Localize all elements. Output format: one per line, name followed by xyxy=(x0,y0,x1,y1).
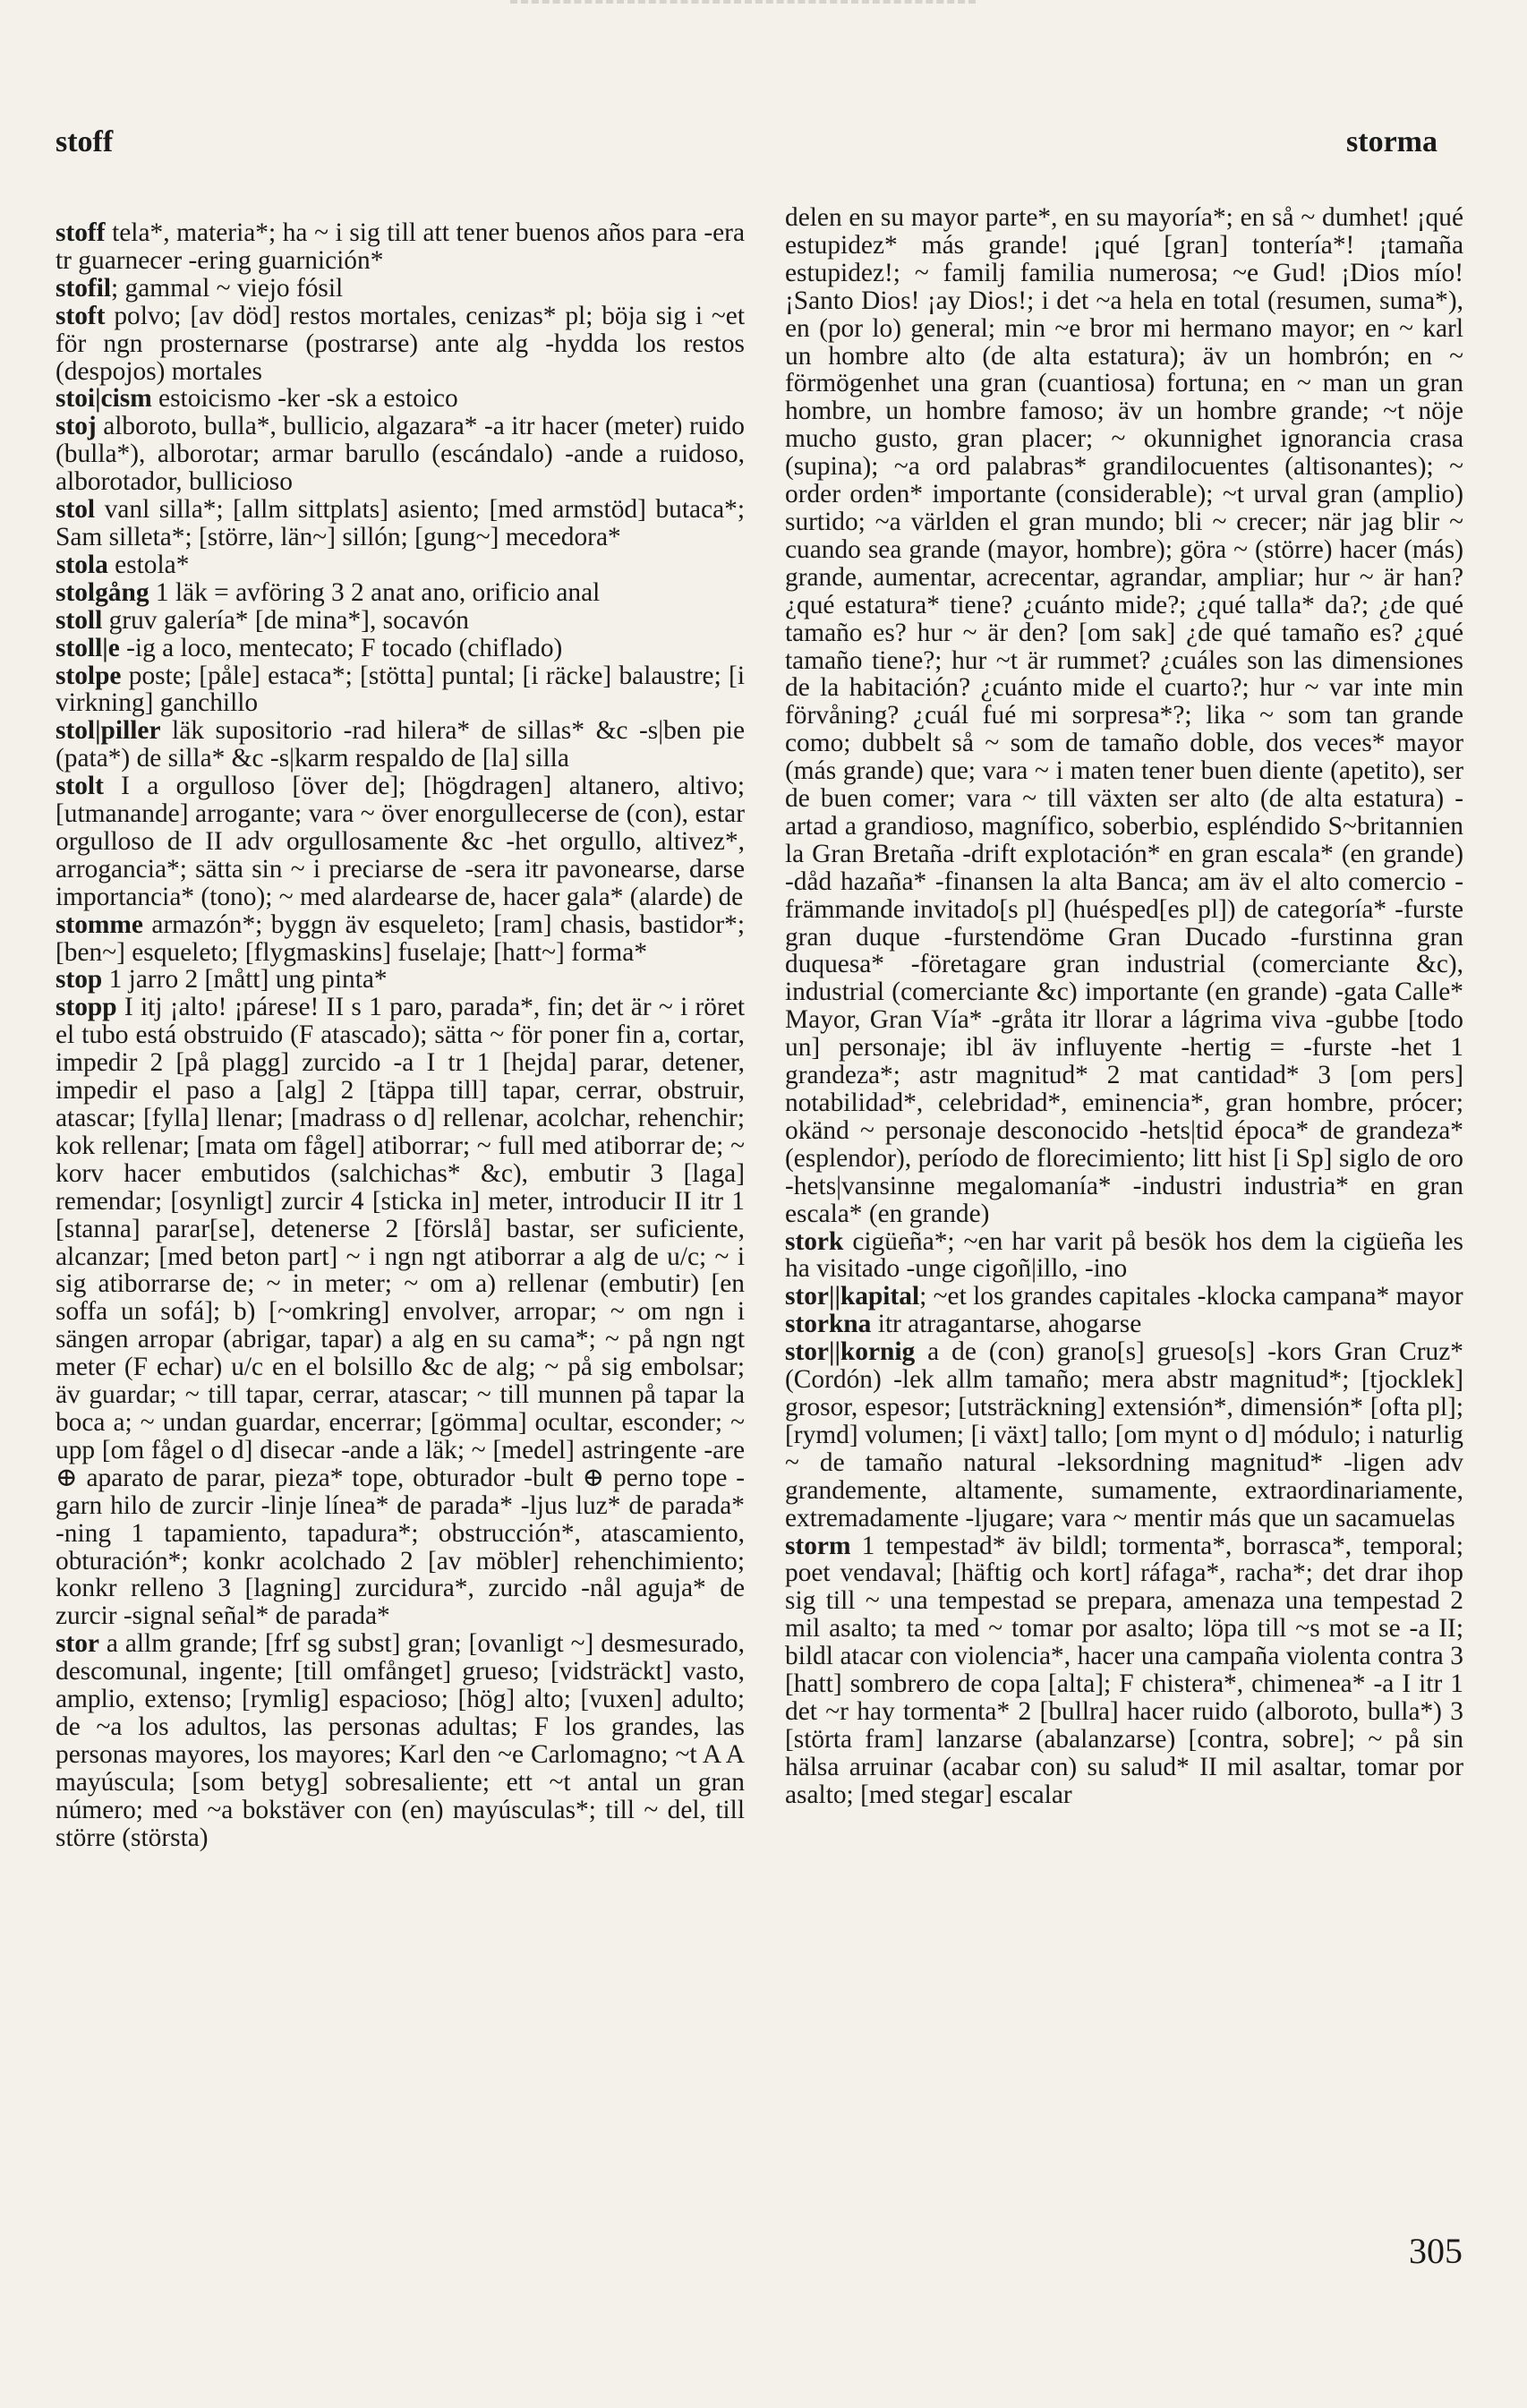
page-number: 305 xyxy=(1409,2231,1463,2271)
dictionary-entry xyxy=(55,219,745,275)
headword: stoi|cism xyxy=(55,384,152,414)
headword: stop xyxy=(55,965,103,995)
headword: stor xyxy=(55,1629,99,1659)
dictionary-entry xyxy=(55,1630,745,1851)
headword: stoll|e xyxy=(55,633,120,662)
headword: stor||kapital xyxy=(785,1282,920,1311)
dictionary-entry xyxy=(785,1533,1463,1809)
dictionary-entry xyxy=(785,1228,1463,1284)
dictionary-entry xyxy=(55,911,745,967)
headword: stol xyxy=(55,495,96,525)
headword: stopp xyxy=(55,993,117,1022)
headword: storm xyxy=(785,1531,851,1560)
headword: storkna xyxy=(785,1310,872,1339)
dictionary-entry xyxy=(55,551,745,579)
dictionary-entry xyxy=(55,303,745,386)
headword: stol|piller xyxy=(55,716,161,746)
right-column xyxy=(785,204,1463,1809)
dictionary-entry xyxy=(785,1311,1463,1338)
entry-definition: estoicismo -ker -sk a estoico xyxy=(151,384,458,414)
left-column xyxy=(55,219,745,1851)
dictionary-entry xyxy=(55,966,745,994)
entry-definition: poste; [påle] estaca*; [stötta] puntal; [i räcke] balaustre; [i virkning] ganchillo xyxy=(55,661,745,718)
dictionary-entry xyxy=(55,275,745,303)
dictionary-entry xyxy=(55,496,745,551)
headword: stolpe xyxy=(55,661,122,690)
entry-definition: alboroto, bulla*, bullicio, algazara* -a itr hacer (meter) ruido (bulla*), alborotar; armar barullo (escándalo) -ande a ruidoso, alborotador, bullicioso xyxy=(55,412,745,497)
guide-word-left: stoff xyxy=(55,125,114,158)
entry-definition: polvo; [av död] restos mortales, cenizas* pl; böja sig i ~et för ngn prosternarse (postrarse) ante alg -hydda los restos (despojos) mortales xyxy=(55,301,745,386)
headword: stofil xyxy=(55,273,112,303)
entry-definition: gruv galería* [de mina*], socavón xyxy=(102,605,469,635)
headword: stor||kornig xyxy=(785,1337,916,1367)
entry-definition: I a orgulloso [över de]; [högdragen] altanero, altivo; [utmanande] arrogante; vara ~ över enorgullecerse de (con), estar orgulloso de II adv orgullosamente &c -het orgullo, altivez*, arrogancia*; sätta sin ~ i preciarse de -sera itr pavonearse, darse importancia* (tono); ~ med alardearse de, hacer gala* (alarde) de xyxy=(55,772,745,911)
headword: stomme xyxy=(55,909,143,939)
top-edge-marks xyxy=(510,0,976,14)
headword: stork xyxy=(785,1226,844,1256)
entry-definition: ; ~et los grandes capitales -klocka campana* mayor xyxy=(919,1282,1463,1311)
dictionary-entry xyxy=(55,717,745,773)
headword: stola xyxy=(55,550,108,579)
dictionary-entry xyxy=(55,385,745,413)
entry-definition: I itj ¡alto! ¡párese! II s 1 paro, parada*, fin; det är ~ i röret el tubo está obstruido (F atascado); sätta ~ för poner fin a, cortar, impedir 2 [på plagg] zurcido -a I tr 1 [hejda] parar, detener, impedir el paso a [alg] 2 [täppa till] tapar, cerrar, obstruir, atascar; [fylla] llenar; [madrass o d] rellenar, acolchar, rehenchir; kok rellenar; [mata om fågel] atiborrar; ~ full med atiborrar de; ~ korv hacer embutidos (salchichas* &c), embutir 3 [laga] remendar; [osynligt] zurcir 4 [sticka in] meter, introducir II itr 1 [stanna] parar[se], detenerse 2 [förslå] bastar, ser suficiente, alcanzar; [med beton part] ~ i ngn ngt atiborrar a alg de u/c; ~ i sig atiborrarse de; ~ in meter; ~ om a) rellenar (embutir) [en soffa un sofá]; b) [~omkring] envolver, arropar; ~ om ngn i sängen arropar (abrigar, tapar) a alg en su cama*; ~ på ngn ngt meter (F echar) u/c en el bolsillo &c de alg; ~ på sig embolsar; äv guardar; ~ till tapar, cerrar, atascar; ~ till munnen på tapar la boca a; ~ undan guardar, encerrar; [gömma] ocultar, esconder; ~ upp [om fågel o d] disecar -ande a läk; ~ [medel] astringente -are ⊕ aparato de parar, pieza* tope, obturador -bult ⊕ perno tope -garn hilo de zurcir -linje línea* de parada* -ljus luz* de parada* -ning 1 tapamiento, tapadura*; obstrucción*, atascamiento, obturación*; konkr acolchado 2 [av möbler] rehenchimiento; konkr relleno 3 [lagning] zurcidura*, zurcido -nål aguja* de zurcir -signal señal* de parada* xyxy=(55,993,745,1631)
dictionary-entry xyxy=(785,1283,1463,1311)
headword: stoff xyxy=(55,218,106,247)
entry-definition: a allm grande; [frf sg subst] gran; [ovanligt ~] desmesurado, descomunal, ingente; [till omfånget] grueso; [vidsträckt] vasto, amplio, extenso; [rymlig] espacioso; [hög] alto; [vuxen] adulto; de ~a los adultos, las personas adultas; F los grandes, las personas mayores, los mayores; Karl den ~e Carlomagno; ~t A A mayúscula; [som betyg] sobresaliente; ett ~t antal un gran número; med ~a bokstäver con (en) mayúsculas*; till ~ del, till större (största) xyxy=(55,1629,745,1852)
entry-definition: tela*, materia*; ha ~ i sig till att tener buenos años para -era tr guarnecer -ering guarnición* xyxy=(55,218,745,275)
headword: stoll xyxy=(55,605,103,635)
entry-definition: 1 jarro 2 [mått] ung pinta* xyxy=(102,965,388,995)
headword: stolgång xyxy=(55,577,149,607)
dictionary-entry xyxy=(55,579,745,607)
entry-definition: a de (con) grano[s] grueso[s] -kors Gran Cruz* (Cordón) -lek allm tamaño; mera abstr magnitud*; [tjocklek] grosor, espesor; [utsträckning] extensión*, dimensión* [ofta pl]; [rymd] volumen; [i växt] tallo; [om mynt o d] módulo; i naturlig ~ de tamaño natural -leksordning magnitud* -ligen adv grandemente, altamente, sumamente, extraordinariamente, extremadamente -ljugare; vara ~ mentir más que un sacamuelas xyxy=(785,1337,1463,1533)
dictionary-entry xyxy=(55,413,745,496)
headword: stoj xyxy=(55,412,97,441)
headword: stolt xyxy=(55,772,104,801)
headword: stoft xyxy=(55,301,106,330)
entry-definition: ; gammal ~ viejo fósil xyxy=(111,273,344,303)
dictionary-entry xyxy=(55,607,745,635)
guide-word-right: storma xyxy=(1346,125,1437,158)
entry-definition: 1 tempestad* äv bildl; tormenta*, borrasca*, temporal; poet vendaval; [häftig och kort] ráfaga*, racha*; det drar ihop sig till ~ una tempestad se prepara, amenaza una tempestad 2 mil asalto; ta med ~ tomar por asalto; löpa till ~s mot se -a II; bildl atacar con violencia*, hacer una campaña violenta contra 3 [hatt] sombrero de copa [alta]; F chistera*, chimenea* -a I itr 1 det ~r hay tormenta* 2 [bullra] hacer ruido (alboroto, bulla*) 3 [störta fram] lanzarse (abalanzarse) [contra, sobre]; ~ på sin hälsa arruinar (acabar con) su salud* II mil asaltar, tomar por asalto; [med stegar] escalar xyxy=(785,1531,1463,1809)
entry-definition: armazón*; byggn äv esqueleto; [ram] chasis, bastidor*; [ben~] esqueleto; [flygmaskins] fuselaje; [hatt~] forma* xyxy=(55,909,745,967)
entry-definition: -ig a loco, mentecato; F tocado (chiflado) xyxy=(119,633,563,662)
entry-definition: cigüeña*; ~en har varit på besök hos dem la cigüeña les ha visitado -unge cigoñ|illo, -ino xyxy=(785,1226,1463,1284)
entry-definition: läk supositorio -rad hilera* de sillas* &c -s|ben pie (pata*) de silla* &c -s|karm respaldo de [la] silla xyxy=(55,716,745,773)
dictionary-entry xyxy=(785,204,1463,1228)
dictionary-entry xyxy=(55,662,745,718)
entry-definition: vanl silla*; [allm sittplats] asiento; [med armstöd] butaca*; Sam silleta*; [större, län~] sillón; [gung~] mecedora* xyxy=(55,495,745,551)
dictionary-entry xyxy=(55,994,745,1630)
entry-definition: itr atragantarse, ahogarse xyxy=(871,1310,1142,1339)
dictionary-entry xyxy=(785,1338,1463,1532)
entry-definition: 1 läk = avföring 3 2 anat ano, orificio anal xyxy=(149,577,601,607)
entry-definition: estola* xyxy=(107,550,190,579)
dictionary-entry xyxy=(55,773,745,911)
dictionary-entry xyxy=(55,635,745,662)
entry-definition: delen en su mayor parte*, en su mayoría*; en så ~ dumhet! ¡qué estupidez* más grande! ¡qué [gran] tontería*! ¡tamaña estupidez!; ~ familj familia numerosa; ~e Gud! ¡Dios mío! ¡Santo Dios! ¡ay Dios!; i det ~a hela en total (resumen, suma*), en (por lo) general; min ~e bror mi hermano mayor; en ~ karl un hombre alto (de alta estatura); äv un hombrón; en ~ förmögenhet una gran (cuantiosa) fortuna; en ~ man un gran hombre, un hombre famoso; äv un hombre grande; ~t nöje mucho gusto, gran placer; ~ okunnighet ignorancia crasa (supina); ~a ord palabras* grandilocuentes (altisonantes); ~ order orden* importante (considerable); ~t urval gran (amplio) surtido; ~a världen el gran mundo; bli ~ crecer; när jag blir ~ cuando sea grande (mayor, hombre); göra ~ (större) hacer (más) grande, aumentar, acrecentar, agrandar, ampliar; hur ~ är han? ¿qué estatura* tiene? ¿cuánto mide?; ¿qué talla* da?; ¿de qué tamaño es? hur ~ är den? [om sak] ¿de qué tamaño es? ¿qué tamaño tiene?; hur ~t är rummet? ¿cuáles son las dimensiones de la habitación? ¿cuánto mide el cuarto?; hur ~ var inte min förvåning? ¿cuál fué mi sorpresa*?; lika ~ som tan grande como; dubbelt så ~ som de tamaño doble, dos veces* mayor (más grande) que; vara ~ i maten tener buen diente (apetito), ser de buen comer; vara ~ till växten ser alto (de alta estatura) -artad a grandioso, magnífico, soberbio, espléndido S~britannien la Gran Bretaña -drift explotación* en gran escala* (en grande) -dåd hazaña* -finansen la alta Banca; am äv el alto comercio -främmande invitado[s pl] (huésped[es pl]) de categoría* -furste gran duque -furstendöme Gran Ducado -furstinna gran duquesa* -företagare gran industrial (comerciante &c), industrial (comerciante &c) importante (en grande) -gata Calle* Mayor, Gran Vía* -gråta itr llorar a lágrima viva -gubbe [todo un] personaje; ibl äv influyente -hertig = -furste -het 1 grandeza*; astr magnitud* 2 mat cantidad* 3 [om pers] notabilidad*, celebridad*, eminencia*, gran hombre, prócer; okänd ~ personaje desconocido -hets|tid época* de grandeza* (esplendor), período de florecimiento; litt hist [i Sp] siglo de oro -hets|vansinne megalomanía* -industri industria* en gran escala* (en grande) xyxy=(785,203,1463,1228)
